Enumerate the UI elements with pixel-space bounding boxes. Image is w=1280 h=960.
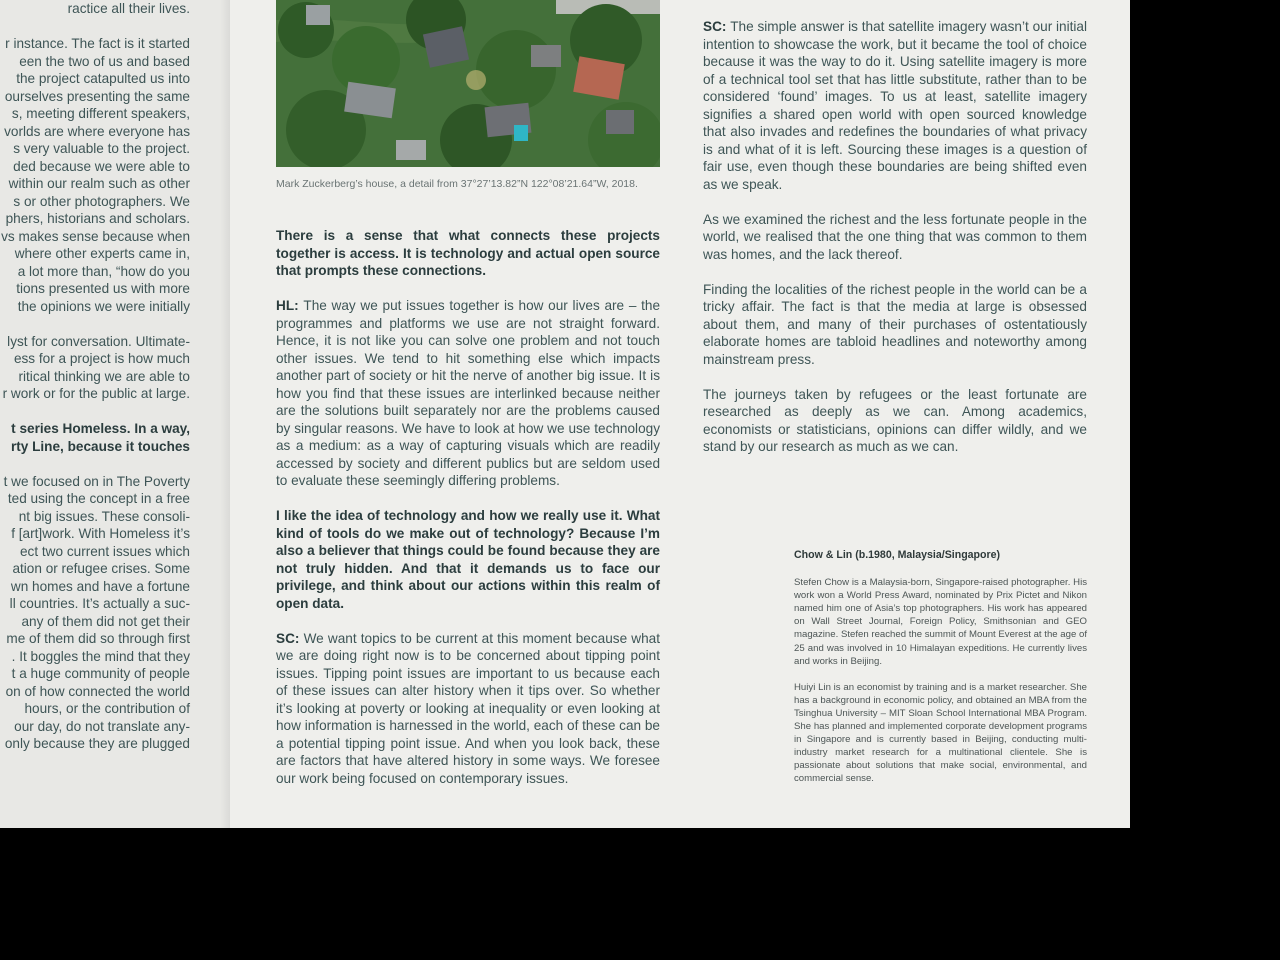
answer-sc-satellite <box>703 18 1087 193</box>
paragraph-localities: Finding the localities of the richest people in the world can be a tricky affair. The fact is that the media at large is obsessed about them, and many of their purchases of ostentatiously elaborate homes are tabloid headlines and noteworthy among mainstream press. <box>703 281 1087 367</box>
left-text-line: within our realm such as other <box>8 176 190 191</box>
left-text-line <box>0 18 190 36</box>
left-text-line: ractice all their lives. <box>67 1 190 16</box>
left-page <box>0 0 230 828</box>
artist-bio <box>794 549 1087 799</box>
left-text-line: wn homes and have a fortune <box>10 578 190 594</box>
left-text-line: lyst for conversation. Ultimate- <box>7 333 190 349</box>
left-text-line: vs makes sense because when <box>1 228 190 244</box>
answer-text: The simple answer is that satellite imagery wasn’t our initial intention to showcase the work, but it became the tool of choice because it was the way to do it. Using satellite imagery is more of a technical tool set that has little substitute, rather than to be considered ‘found’ images. To us at least, satellite imagery signifies a shared open world with open sourced knowledge that also invades and redefines the boundaries of what privacy is and what of it is left. Sourcing these images is a question of fair use, even though these boundaries are being shifted even as we speak. <box>703 19 1087 192</box>
left-text-line: our day, do not translate any- <box>14 718 190 734</box>
left-text-line: a lot more than, “how do you <box>17 263 190 279</box>
bio-huiyi-lin: Huiyi Lin is an economist by training and is a market researcher. She has a background in economic policy, and obtained an MBA from the Tsinghua University – MIT Sloan School International MBA Program. She has planned and implemented corporate development programs in Singapore and is currently based in Beijing, conducting multi-industry market research for a multinational clientele. She is passionate about solutions that make social, environmental, and commercial sense. <box>794 681 1087 785</box>
photo-caption: Mark Zuckerberg’s house, a detail from 37°27’13.82”N 122°08’21.64”W, 2018. <box>276 178 638 190</box>
left-text-line: t series Homeless. In a way, <box>11 421 190 436</box>
left-text-line: hours, or the contribution of <box>24 701 190 716</box>
paragraph-journeys: The journeys taken by refugees or the least fortunate are researched as deeply as we can. Among academics, economists or statisticians, opinions can differ wildly, and we stand by our research as much as we can. <box>703 386 1087 454</box>
left-text-line <box>0 403 190 421</box>
left-text-line: the opinions we were initially <box>17 298 190 314</box>
left-text-line: phers, historians and scholars. <box>5 211 190 226</box>
left-text-line: een the two of us and based <box>19 53 190 69</box>
question-technology: I like the idea of technology and how we really use it. What kind of tools do we make out of technology? Because I’m also a believer that things could be found because they are not truly hidden. And that it demands us to face our privilege, and think about our actions within this realm of open data. <box>276 508 660 611</box>
answer-text: We want topics to be current at this moment because what we are doing right now is to be concerned about tipping point issues. Tipping point issues are important to us because each of these issues can alter history when it tips over. So whether it’s looking at poverty or looking at inequality or even looking at how information is harnessed in the world, each of these can be a potential tipping point issue. And when you look back, these are factors that have altered history in some ways. We foresee our work being focused on contemporary issues. <box>276 630 661 786</box>
left-text-line: ritical thinking we are able to <box>18 368 190 384</box>
left-text-line: . It boggles the mind that they <box>11 648 190 664</box>
left-text-line: s, meeting different speakers, <box>11 106 190 121</box>
left-text-line: ll countries. It’s actually a suc- <box>9 596 190 611</box>
left-text-line: ect two current issues which <box>20 543 190 559</box>
answer-text: The way we put issues together is how our lives are – the programmes and platforms we use are not straight forward. Hence, it is not like you can solve one problem and not touch other issues. We tend to hit something else which impacts another part of society or hit the nerve of another big issue. It is how you find that these issues are interlinked because neither are the solutions built separately nor are the problems caused by singular reasons. We have to look at how we use technology as a medium: as a way of capturing visuals which are readily accessed by society and different publics but are seldom used to evaluate these seemingly differing problems. <box>276 298 661 488</box>
left-text-line: tions presented us with more <box>16 281 190 296</box>
left-text-line: where other experts came in, <box>14 246 190 261</box>
left-text-line: s very valuable to the project. <box>13 141 190 156</box>
left-text-line: the project catapulted us into <box>16 71 190 86</box>
paragraph-homes: As we examined the richest and the less fortunate people in the world, we realised that the one thing that was common to them was homes, and the lack thereof. <box>703 211 1087 262</box>
left-text-line: t a huge community of people <box>11 666 190 681</box>
aerial-image <box>276 0 660 167</box>
left-text-column <box>0 0 190 753</box>
left-text-line: r instance. The fact is it started <box>5 36 190 51</box>
speaker-label: HL: <box>276 298 299 313</box>
left-text-line <box>0 455 190 473</box>
answer-hl <box>276 297 660 490</box>
left-text-line: ourselves presenting the same <box>4 88 190 104</box>
left-text-line: vorlds are where everyone has <box>4 123 190 139</box>
left-text-line: any of them did not get their <box>21 613 190 629</box>
left-text-line <box>0 315 190 333</box>
left-text-line: s or other photographers. We <box>13 193 190 209</box>
left-text-line: f [art]work. With Homeless it’s <box>11 526 190 541</box>
left-text-line: ted using the concept in a free <box>7 491 190 506</box>
left-text-line: t we focused on in The Poverty <box>3 473 190 489</box>
left-text-line: me of them did so through first <box>6 631 190 646</box>
bio-stefen-chow: Stefen Chow is a Malaysia-born, Singapore-raised photographer. His work won a World Press Award, nominated by Prix Pictet and Nikon named him one of Asia’s top photographers. His work has appeared on Wall Street Journal, Foreign Policy, Smithsonian and GEO magazine. Stefen reached the summit of Mount Everest at the age of 25 and was involved in 10 Himalayan expeditions. He currently lives and works in Beijing. <box>794 577 1087 667</box>
bio-title: Chow & Lin (b.1980, Malaysia/Singapore) <box>794 549 1001 561</box>
left-text-line: r work or for the public at large. <box>2 386 190 401</box>
satellite-photo <box>276 0 660 167</box>
left-text-line: rty Line, because it touches <box>10 438 190 454</box>
left-text-line: nt big issues. These consoli- <box>18 508 190 524</box>
left-text-line: ess for a project is how much <box>13 351 190 366</box>
left-text-line: on of how connected the world <box>5 683 190 699</box>
left-text-line: only because they are plugged <box>4 736 190 751</box>
question-access: There is a sense that what connects these projects together is access. It is technology and actual open source that prompts these connections. <box>276 228 660 278</box>
speaker-label: SC: <box>703 19 727 34</box>
left-text-line: ation or refugee crises. Some <box>12 561 190 576</box>
speaker-label: SC: <box>276 630 300 646</box>
right-text-column <box>703 18 1087 473</box>
center-text-column <box>276 227 660 805</box>
left-text-line: ded because we were able to <box>13 158 190 174</box>
answer-sc <box>276 630 660 788</box>
